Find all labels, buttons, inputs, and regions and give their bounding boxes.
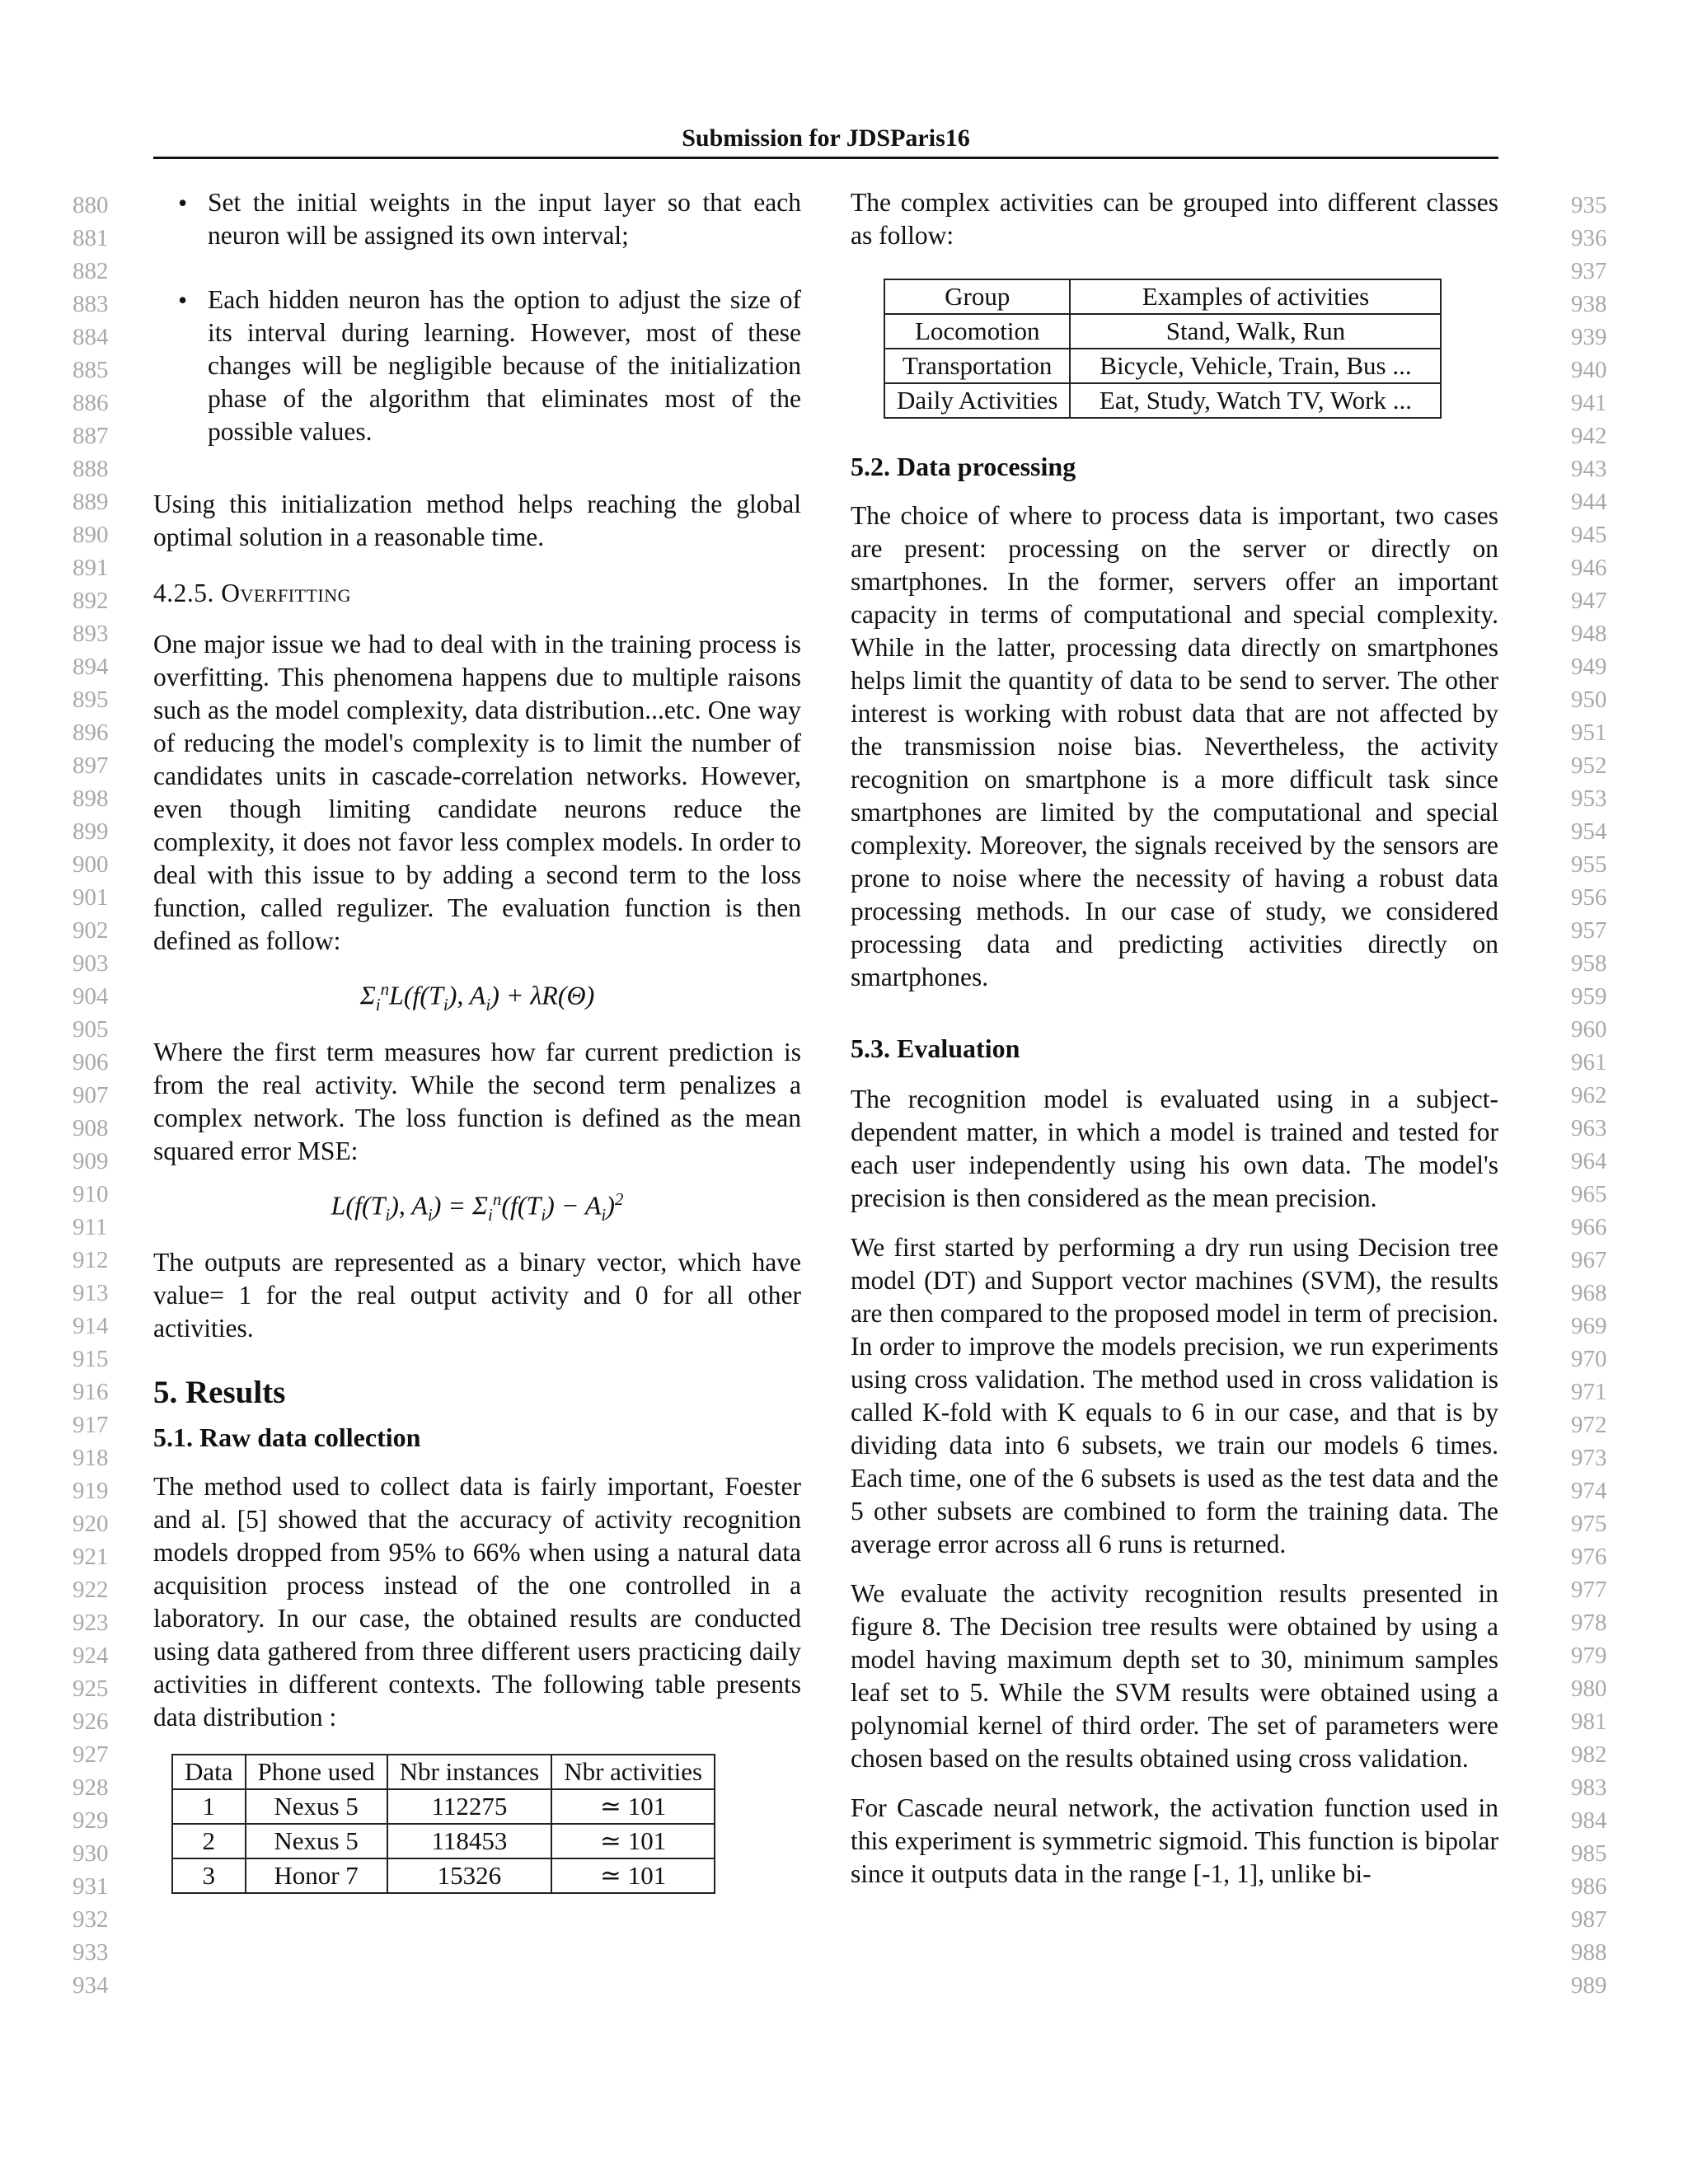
line-number: 982 xyxy=(1571,1741,1607,1768)
line-number: 913 xyxy=(73,1280,109,1306)
table-header-cell: Phone used xyxy=(246,1755,387,1789)
table-cell: 2 xyxy=(172,1824,246,1858)
line-number: 978 xyxy=(1571,1610,1607,1636)
line-number: 968 xyxy=(1571,1280,1607,1306)
paragraph-results: We evaluate the activity recognition results presented in figure 8. The Decision tree results were obtained by using a model having maximum depth set to 30, minimum samples leaf set to 5. While the SVM results were obtained using a polynomial kernel of third order. The set of parameters were chosen based on the results obtained using cross validation. xyxy=(851,1579,1498,1773)
line-number: 947 xyxy=(1571,588,1607,614)
line-number: 961 xyxy=(1571,1049,1607,1076)
table-header-cell: Examples of activities xyxy=(1070,279,1441,314)
paragraph-complex-activities: The complex activities can be grouped into different classes as follow: xyxy=(851,188,1498,250)
line-number: 926 xyxy=(73,1708,109,1735)
paragraph-evaluation-method: The recognition model is evaluated using in a subject-dependent matter, in which a model is trained and tested for each user independently using his own data. The model's precision is then considered as the mean precision. xyxy=(851,1085,1498,1212)
section-heading-results: 5. Results xyxy=(153,1375,286,1411)
paragraph-raw-data: The method used to collect data is fairly important, Foester and al. [5] showed that the accuracy of activity recognition models dropped from 95% to 66% when using a natural data acquisition process instead of the one controlled in a laboratory. In our case, the obtained results are conducted using data gathered from three different users practicing daily activities in different contexts. The following table presents data distribution : xyxy=(153,1472,801,1732)
equation-mse: $L(f(T_i)$, $A_i) = \Sigma_i^n(f(T_i) - A_i)^2$ xyxy=(331,1189,624,1226)
table-cell: Daily Activities xyxy=(884,383,1070,418)
bullet-item: • Set the initial weights in the input layer so that each neuron will be assigned its own interval; xyxy=(153,186,801,252)
line-number: 889 xyxy=(73,489,109,515)
table-cell: 118453 xyxy=(387,1824,552,1858)
line-number: 944 xyxy=(1571,489,1607,515)
line-number: 958 xyxy=(1571,950,1607,977)
line-number: 971 xyxy=(1571,1379,1607,1405)
bullet-item: • Each hidden neuron has the option to adjust the size of its interval during learning. However, most of these changes will be negligible because of the initialization phase of the algorithm that eliminates most of the possible values. xyxy=(153,284,801,448)
paragraph-cascade: For Cascade neural network, the activation function used in this experiment is symmetric sigmoid. This function is bipolar since it outputs data in the range [-1, 1], unlike bi- xyxy=(851,1793,1498,1888)
line-number: 974 xyxy=(1571,1478,1607,1504)
line-number: 891 xyxy=(73,555,109,581)
line-number: 984 xyxy=(1571,1807,1607,1834)
line-number: 981 xyxy=(1571,1708,1607,1735)
line-number: 915 xyxy=(73,1346,109,1372)
line-number: 941 xyxy=(1571,390,1607,416)
left-column xyxy=(153,186,801,1894)
line-number: 905 xyxy=(73,1016,109,1043)
line-number: 942 xyxy=(1571,423,1607,449)
line-number: 897 xyxy=(73,752,109,779)
line-number: 937 xyxy=(1571,258,1607,284)
line-number: 922 xyxy=(73,1577,109,1603)
line-number: 986 xyxy=(1571,1873,1607,1900)
table-row xyxy=(884,383,1441,418)
line-number: 885 xyxy=(73,357,109,383)
subsection-heading-evaluation: 5.3. Evaluation xyxy=(851,1033,1020,1063)
table-header-cell: Group xyxy=(884,279,1070,314)
line-number: 886 xyxy=(73,390,109,416)
line-number: 902 xyxy=(73,917,109,944)
table-cell: Bicycle, Vehicle, Train, Bus ... xyxy=(1070,349,1441,383)
line-number: 951 xyxy=(1571,719,1607,746)
line-number: 928 xyxy=(73,1774,109,1801)
line-number: 950 xyxy=(1571,687,1607,713)
table-row xyxy=(884,314,1441,349)
line-number: 932 xyxy=(73,1906,109,1933)
line-number: 883 xyxy=(73,291,109,317)
line-number: 925 xyxy=(73,1675,109,1702)
table-cell: 3 xyxy=(172,1858,246,1893)
line-number: 949 xyxy=(1571,654,1607,680)
table-row xyxy=(884,349,1441,383)
subsubsection-heading-overfitting: 4.2.5. Overfitting xyxy=(153,579,352,607)
line-number: 972 xyxy=(1571,1412,1607,1438)
table-header-cell: Nbr activities xyxy=(551,1755,715,1789)
table-cell: ≃ 101 xyxy=(551,1789,715,1824)
subsection-heading-data-processing: 5.2. Data processing xyxy=(851,452,1076,481)
line-number: 954 xyxy=(1571,818,1607,845)
line-number: 946 xyxy=(1571,555,1607,581)
line-number: 901 xyxy=(73,884,109,911)
paragraph-data-processing: The choice of where to process data is important, two cases are present: processing on the server or directly on smartphones. In the former, servers offer an important capacity in terms of computational and special complexity. While in the latter, processing data directly on smartphones helps limit the quantity of data to be send to server. The other interest is working with robust data that are not affected by the transmission noise bias. Nevertheless, the activity recognition on smartphone is a more difficult task since smartphones are limited by the computational and special complexity. Moreover, the signals received by the sensors are prone to noise where the necessity of having a robust data processing methods. In our case of study, we considered processing data and predicting activities directly on smartphones. xyxy=(851,501,1498,991)
line-number: 916 xyxy=(73,1379,109,1405)
line-number: 987 xyxy=(1571,1906,1607,1933)
line-number: 890 xyxy=(73,522,109,548)
table-row xyxy=(172,1789,715,1824)
header-rule xyxy=(153,157,1498,159)
line-number: 975 xyxy=(1571,1511,1607,1537)
line-number: 979 xyxy=(1571,1643,1607,1669)
bullet-list xyxy=(153,186,801,448)
line-number: 960 xyxy=(1571,1016,1607,1043)
line-number: 952 xyxy=(1571,752,1607,779)
line-number: 919 xyxy=(73,1478,109,1504)
line-number: 957 xyxy=(1571,917,1607,944)
line-number: 966 xyxy=(1571,1214,1607,1240)
data-distribution-table xyxy=(171,1754,715,1894)
line-number: 888 xyxy=(73,456,109,482)
line-numbers-right xyxy=(1571,189,1607,2002)
line-number: 930 xyxy=(73,1840,109,1867)
line-number: 927 xyxy=(73,1741,109,1768)
line-number: 895 xyxy=(73,687,109,713)
line-number: 893 xyxy=(73,621,109,647)
line-number: 924 xyxy=(73,1643,109,1669)
line-number: 935 xyxy=(1571,192,1607,218)
line-number: 914 xyxy=(73,1313,109,1339)
line-number: 963 xyxy=(1571,1115,1607,1141)
table-cell: Nexus 5 xyxy=(246,1789,387,1824)
table-cell: Stand, Walk, Run xyxy=(1070,314,1441,349)
paragraph-loss-terms: Where the first term measures how far current prediction is from the real activity. While the second term penalizes a complex network. The loss function is defined as the mean squared error MSE: xyxy=(153,1038,801,1166)
table-header-cell: Data xyxy=(172,1755,246,1789)
line-number: 933 xyxy=(73,1939,109,1966)
line-number: 911 xyxy=(73,1214,108,1240)
line-number: 880 xyxy=(73,192,109,218)
table-cell: Eat, Study, Watch TV, Work ... xyxy=(1070,383,1441,418)
line-numbers-left xyxy=(73,189,109,2002)
equation-evaluation-function: $\Sigma_i^nL(f(T_i)$, $A_i) + \lambda R(\Theta)$ xyxy=(359,979,595,1015)
table-row xyxy=(172,1824,715,1858)
line-number: 936 xyxy=(1571,225,1607,251)
activity-groups-table xyxy=(884,279,1442,419)
table-cell: 15326 xyxy=(387,1858,552,1893)
line-number: 904 xyxy=(73,983,109,1010)
line-number: 907 xyxy=(73,1082,109,1108)
subsection-heading-raw-data: 5.1. Raw data collection xyxy=(153,1422,421,1453)
table-cell: 1 xyxy=(172,1789,246,1824)
line-number: 955 xyxy=(1571,851,1607,878)
line-number: 917 xyxy=(73,1412,109,1438)
line-number: 900 xyxy=(73,851,109,878)
line-number: 953 xyxy=(1571,785,1607,812)
table-header-row xyxy=(172,1755,715,1789)
line-number: 967 xyxy=(1571,1247,1607,1273)
line-number: 938 xyxy=(1571,291,1607,317)
line-number: 985 xyxy=(1571,1840,1607,1867)
line-number: 882 xyxy=(73,258,109,284)
line-number: 969 xyxy=(1571,1313,1607,1339)
line-number: 910 xyxy=(73,1181,109,1207)
line-number: 892 xyxy=(73,588,109,614)
line-number: 959 xyxy=(1571,983,1607,1010)
table-row xyxy=(172,1858,715,1893)
line-number: 918 xyxy=(73,1445,109,1471)
line-number: 903 xyxy=(73,950,109,977)
line-number: 931 xyxy=(73,1873,109,1900)
line-number: 898 xyxy=(73,785,109,812)
line-number: 976 xyxy=(1571,1544,1607,1570)
line-number: 983 xyxy=(1571,1774,1607,1801)
running-header: Submission for JDSParis16 xyxy=(682,124,970,152)
line-number: 970 xyxy=(1571,1346,1607,1372)
table-cell: Honor 7 xyxy=(246,1858,387,1893)
line-number: 989 xyxy=(1571,1972,1607,1999)
paragraph-dry-run: We first started by performing a dry run using Decision tree model (DT) and Support vector machines (SVM), the results are then compared to the proposed model in term of precision. In order to improve the models precision, we run experiments using cross validation. The method used in cross validation is called K-fold with K equals to 6 in our case, and that is by dividing data into 6 subsets, we train our models 6 times. Each time, one of the 6 subsets is used as the test data and the 5 other subsets are combined to form the training data. The average error across all 6 runs is returned. xyxy=(851,1233,1498,1558)
line-number: 988 xyxy=(1571,1939,1607,1966)
table-cell: Nexus 5 xyxy=(246,1824,387,1858)
table-header-row xyxy=(884,279,1441,314)
line-number: 962 xyxy=(1571,1082,1607,1108)
line-number: 980 xyxy=(1571,1675,1607,1702)
line-number: 948 xyxy=(1571,621,1607,647)
line-number: 973 xyxy=(1571,1445,1607,1471)
line-number: 939 xyxy=(1571,324,1607,350)
line-number: 921 xyxy=(73,1544,109,1570)
paragraph-initialization: Using this initialization method helps reaching the global optimal solution in a reasonable time. xyxy=(153,490,801,551)
line-number: 956 xyxy=(1571,884,1607,911)
line-number: 964 xyxy=(1571,1148,1607,1174)
line-number: 945 xyxy=(1571,522,1607,548)
line-number: 923 xyxy=(73,1610,109,1636)
line-number: 912 xyxy=(73,1247,109,1273)
table-cell: 112275 xyxy=(387,1789,552,1824)
line-number: 894 xyxy=(73,654,109,680)
line-number: 909 xyxy=(73,1148,109,1174)
table-cell: ≃ 101 xyxy=(551,1858,715,1893)
line-number: 899 xyxy=(73,818,109,845)
line-number: 906 xyxy=(73,1049,109,1076)
line-number: 929 xyxy=(73,1807,109,1834)
line-number: 965 xyxy=(1571,1181,1607,1207)
line-number: 896 xyxy=(73,719,109,746)
line-number: 920 xyxy=(73,1511,109,1537)
line-number: 934 xyxy=(73,1972,109,1999)
line-number: 908 xyxy=(73,1115,109,1141)
line-number: 884 xyxy=(73,324,109,350)
paragraph-overfitting: One major issue we had to deal with in the training process is overfitting. This phenomena happens due to multiple raisons such as the model complexity, data distribution...etc. One way of reducing the model's complexity is to limit the number of candidates units in cascade-correlation networks. However, even though limiting candidate neurons reduce the complexity, it does not favor less complex models. In order to deal with this issue to by adding a second term to the loss function, called regulizer. The evaluation function is then defined as follow: xyxy=(153,630,801,955)
line-number: 887 xyxy=(73,423,109,449)
paragraph-outputs: The outputs are represented as a binary vector, which have value= 1 for the real output activity and 0 for all other activities. xyxy=(153,1248,801,1343)
table-cell: ≃ 101 xyxy=(551,1824,715,1858)
table-cell: Locomotion xyxy=(884,314,1070,349)
table-cell: Transportation xyxy=(884,349,1070,383)
line-number: 940 xyxy=(1571,357,1607,383)
table-header-cell: Nbr instances xyxy=(387,1755,552,1789)
right-column xyxy=(851,186,1498,1891)
line-number: 977 xyxy=(1571,1577,1607,1603)
line-number: 881 xyxy=(73,225,109,251)
line-number: 943 xyxy=(1571,456,1607,482)
